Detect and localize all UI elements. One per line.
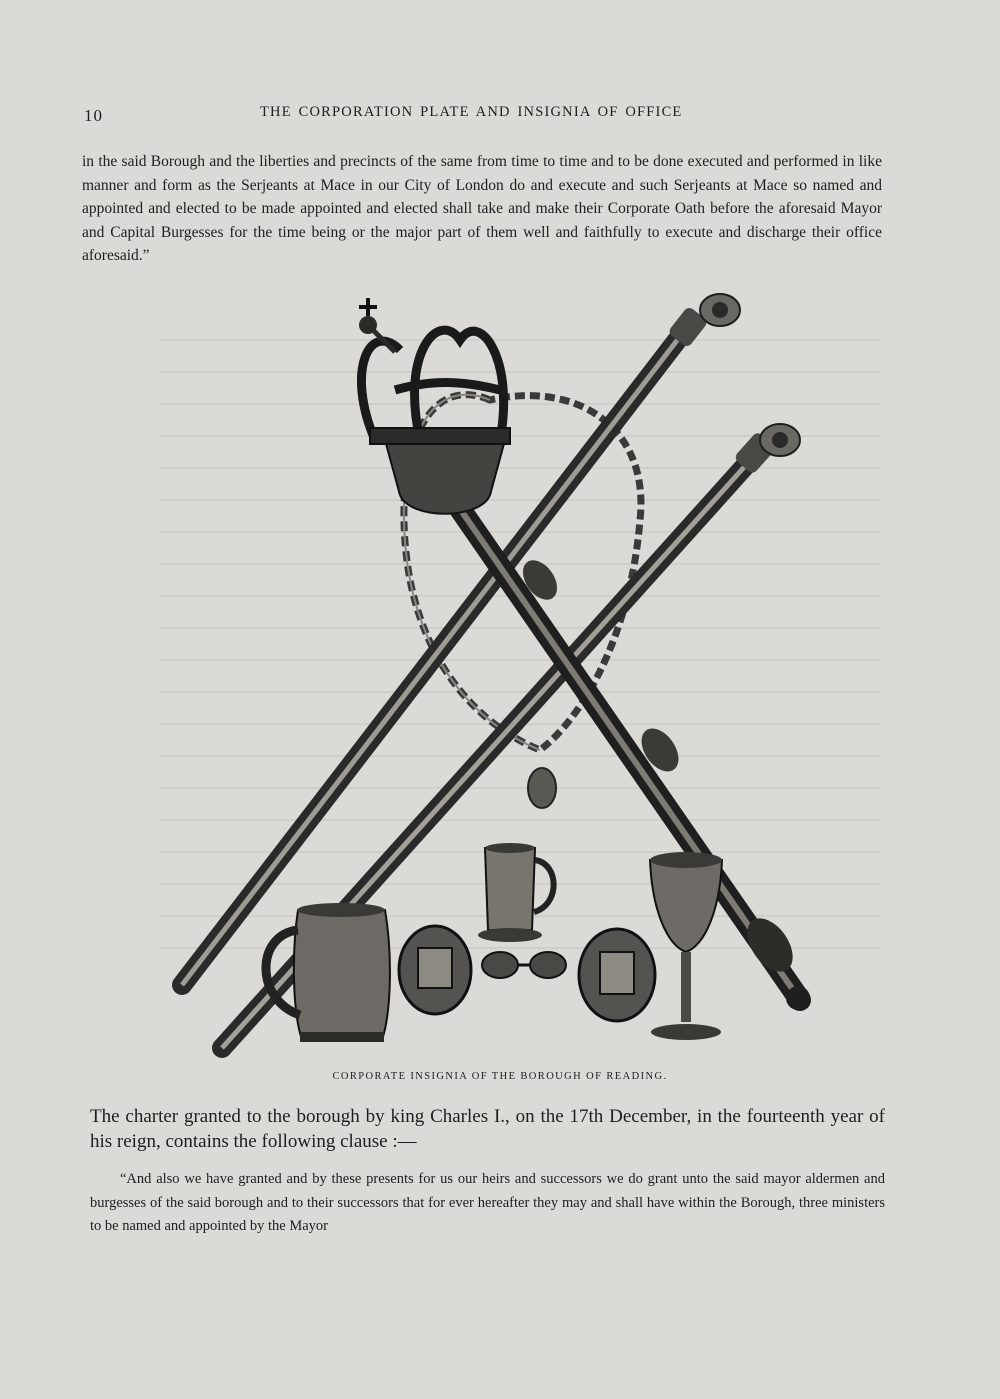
mace-head-bowl xyxy=(385,440,505,514)
running-title: THE CORPORATION PLATE AND INSIGNIA OF OFFICE xyxy=(260,104,683,120)
bottom-quote-text: “And also we have granted and by these presents for us our heirs and successors we do grant unto the said mayor aldermen and burgesses of the said borough and to their successors that for ever hereafter they may and shall have within the Borough, three ministers to be named and appointed by the Mayor xyxy=(90,1171,885,1234)
clasp-badges xyxy=(482,952,566,978)
page-number: 10 xyxy=(84,106,103,125)
small-mug xyxy=(478,843,554,942)
body-paragraph-text: The charter granted to the borough by king Charles I., on the 17th December, in the fourteenth year of his reign, contains the following clause :— xyxy=(90,1106,885,1152)
insignia-illustration xyxy=(160,280,880,1060)
seal-right xyxy=(579,929,655,1021)
body-paragraph xyxy=(90,1104,885,1154)
goblet xyxy=(650,852,722,1040)
figure-caption: CORPORATE INSIGNIA OF THE BOROUGH OF READING. xyxy=(332,1071,668,1082)
insignia-engraving xyxy=(160,280,880,1060)
top-quote-text: in the said Borough and the liberties and precincts of the same from time to time and to be done executed and performed in like manner and form as the Serjeants at Mace in our City of London do and execute and such Serjeants at Mace so named and appointed and elected to be made appointed and elected shall take and make their Corporate Oath before the aforesaid Mayor and Capital Burgesses for the time being or the major part of them well and faithfully to execute and discharge their office aforesaid.” xyxy=(82,153,882,264)
top-quote xyxy=(82,150,882,268)
bottom-quote xyxy=(90,1168,885,1239)
seal-left xyxy=(399,926,471,1014)
chain-pendant xyxy=(528,768,556,808)
mace-crown xyxy=(361,330,503,440)
